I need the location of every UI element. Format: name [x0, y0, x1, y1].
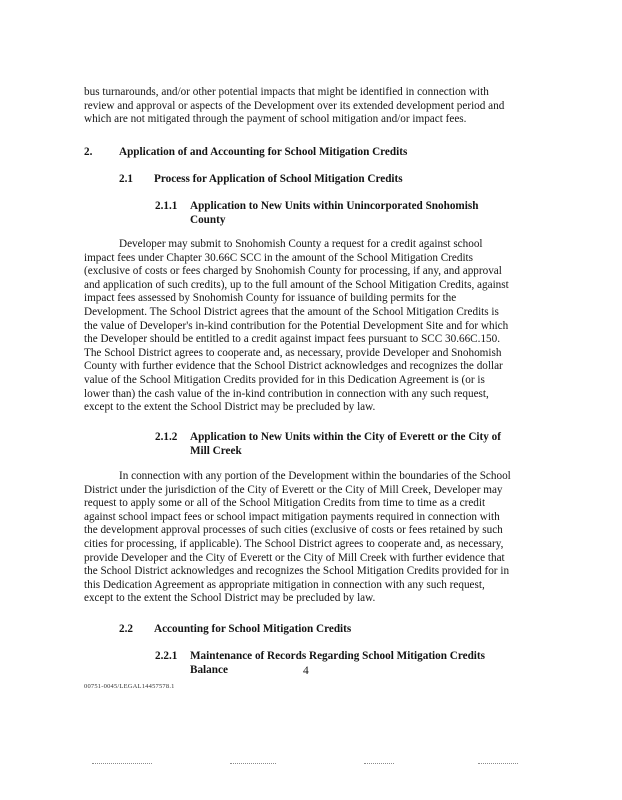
- intro-paragraph: [84, 86, 504, 127]
- text-line: provide Developer and the City of Everett or the City of Mill Creek with further evidence that: [84, 551, 505, 564]
- section-number: 2.1.2: [155, 431, 178, 443]
- section-number: 2.1.1: [155, 200, 178, 212]
- text-line: the Developer should be entitled to a credit against impact fees pursuant to SCC 30.66C.150.: [84, 333, 501, 346]
- section-number: 2.1: [119, 173, 133, 185]
- section-number: 2.: [84, 146, 93, 158]
- text-line: cities for processing, if applicable). The School District agrees to cooperate and, as necessary,: [84, 537, 504, 550]
- scan-artifact: [92, 763, 152, 765]
- text-line: the value of Developer's in-kind contribution for the Potential Development Site and for which: [84, 319, 509, 332]
- paragraph-2-1-2: [84, 470, 511, 606]
- text-line: except to the extent the School District may be precluded by law.: [84, 592, 376, 605]
- scan-artifact: [364, 763, 394, 765]
- text-line: except to the extent the School District may be precluded by law.: [84, 401, 376, 414]
- text-line: County with further evidence that the School District acknowledges and recognizes the dollar: [84, 360, 503, 373]
- text-line: impact fees assessed by Snohomish County for issuance of building permits for the: [84, 292, 457, 305]
- text-line: value of the School Mitigation Credits provided for in this Dedication Agreement is (or is: [84, 373, 485, 386]
- text-line: District under the jurisdiction of the City of Everett or the City of Mill Creek, Developer may: [84, 483, 503, 496]
- text-line: the development approval processes of such cities (exclusive of costs or fees retained by such: [84, 524, 503, 537]
- text-line: Development. The School District agrees that the amount of the School Mitigation Credits is: [84, 305, 499, 318]
- page-number: 4: [303, 665, 309, 677]
- text-line: request to apply some or all of the School Mitigation Credits from time to time as a credit: [84, 497, 486, 510]
- text-line: which are not mitigated through the payment of school mitigation and/or impact fees.: [84, 113, 467, 126]
- text-line: Developer may submit to Snohomish County a request for a credit against school: [119, 238, 483, 250]
- text-line: lower than) the cash value of the in-kind contribution in connection with any such request,: [84, 387, 489, 400]
- section-title-line: Application to New Units within the City of Everett or the City of: [190, 431, 501, 443]
- section-number: 2.2.1: [155, 650, 178, 662]
- text-line: In connection with any portion of the Development within the boundaries of the School: [119, 470, 511, 482]
- section-title: Application of and Accounting for School Mitigation Credits: [119, 146, 408, 158]
- section-title-line: Balance: [190, 663, 228, 676]
- document-id: 00751-0045/LEGAL14457578.1: [84, 683, 175, 690]
- section-number: 2.2: [119, 623, 133, 635]
- section-title-line: Mill Creek: [190, 444, 242, 457]
- section-title-line: County: [190, 213, 226, 226]
- scan-artifact: [230, 763, 276, 765]
- text-line: The School District agrees to cooperate and, as necessary, provide Developer and Snohomish: [84, 346, 502, 359]
- section-title: Accounting for School Mitigation Credits: [154, 623, 352, 635]
- text-line: review and approval or aspects of the Development over its extended development period and: [84, 99, 505, 112]
- text-line: the School District acknowledges and recognizes the School Mitigation Credits provided for in: [84, 565, 510, 578]
- paragraph-2-1-1: [84, 238, 509, 415]
- section-title-line: Maintenance of Records Regarding School Mitigation Credits: [190, 650, 485, 662]
- text-line: and application of such credits), up to the full amount of the School Mitigation Credits, against: [84, 278, 509, 291]
- scan-artifact: [478, 763, 518, 765]
- text-line: (exclusive of costs or fees charged by Snohomish County for processing, if any, and approval: [84, 265, 502, 278]
- text-line: this Dedication Agreement as appropriate mitigation in connection with any such request,: [84, 578, 485, 591]
- text-line: impact fees under Chapter 30.66C SCC in the amount of the School Mitigation Credits: [84, 251, 474, 264]
- section-title-line: Application to New Units within Unincorporated Snohomish: [190, 200, 479, 212]
- text-line: against school impact fees or school impact mitigation payments required in connection with: [84, 510, 500, 523]
- section-title: Process for Application of School Mitigation Credits: [154, 173, 403, 185]
- text-line: bus turnarounds, and/or other potential impacts that might be identified in connection with: [84, 86, 489, 98]
